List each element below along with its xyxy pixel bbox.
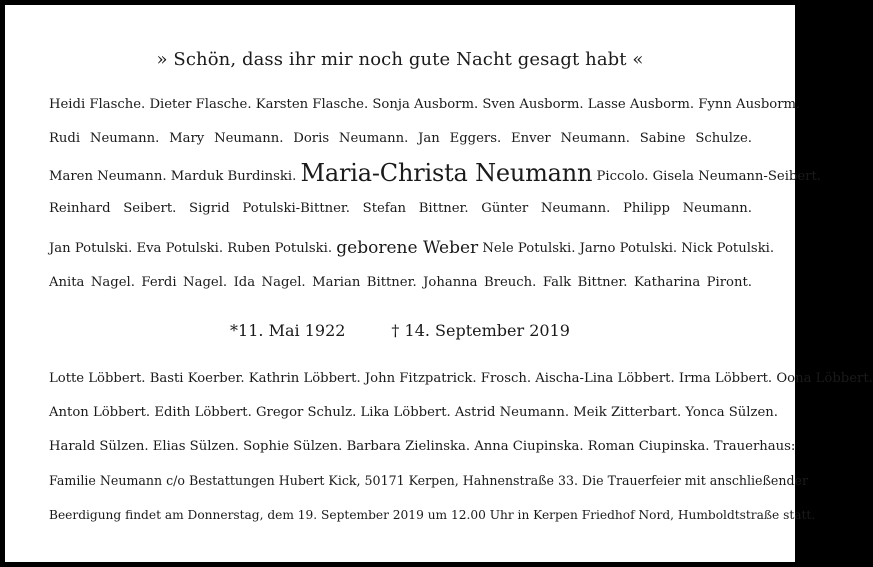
name: Astrid Neumann. [454, 405, 570, 420]
name: Anita Nagel. [49, 275, 135, 290]
motto-quote: » Schön, dass ihr mir noch gute Nacht gesagt habt « [156, 49, 644, 70]
name: Trauerhaus: [713, 439, 796, 454]
deceased-name: Maria-Christa Neumann [300, 159, 593, 187]
name: Günter Neumann. [481, 201, 611, 216]
name: Barbara Zielinska. [346, 439, 471, 454]
name: Gregor Schulz. [255, 405, 357, 420]
names-left: Maren Neumann. Marduk Burdinski. [49, 169, 297, 184]
name: Meik Zitterbart. [573, 405, 682, 420]
name: Stefan Bittner. [362, 201, 469, 216]
names-row-3 [49, 159, 821, 187]
name: Rudi Neumann. [49, 131, 160, 146]
name: Kathrin Löbbert. [248, 371, 361, 386]
name: Jan Eggers. [418, 131, 502, 146]
names-bottom-row-3 [49, 437, 796, 457]
name: Roman Ciupinska. [587, 439, 710, 454]
names-bottom-row-1 [49, 369, 873, 389]
name: Reinhard Seibert. [49, 201, 177, 216]
name: Johanna Breuch. [423, 275, 537, 290]
name: Ferdi Nagel. [141, 275, 228, 290]
name: John Fitzpatrick. [364, 371, 477, 386]
names-right: Nele Potulski. Jarno Potulski. Nick Potulski. [482, 241, 775, 256]
name: Anton Löbbert. [49, 405, 151, 420]
name: Mary Neumann. [169, 131, 284, 146]
name: Fynn Ausborm. [698, 97, 801, 112]
name: Elias Sülzen. [152, 439, 239, 454]
name: Philipp Neumann. [623, 201, 752, 216]
life-dates [5, 321, 795, 340]
names-row-6 [49, 273, 752, 293]
names-row-2 [49, 129, 752, 149]
notice-line-1: Familie Neumann c/o Bestattungen Hubert Kick, 50171 Kerpen, Hahnenstraße 33. Die Trauerfeier mit anschließender [49, 473, 809, 488]
obituary-card [5, 5, 873, 562]
names-right: Piccolo. Gisela Neumann-Seibert. [596, 169, 821, 184]
name: Edith Löbbert. [154, 405, 252, 420]
name: Katharina Piront. [633, 275, 752, 290]
name: Sophie Sülzen. [243, 439, 343, 454]
names-bottom-row-2 [49, 403, 778, 423]
name: Lotte Löbbert. [49, 371, 146, 386]
names-row-1 [49, 95, 801, 115]
name: Lasse Ausborm. [587, 97, 695, 112]
name: Aischa-Lina Löbbert. [535, 371, 675, 386]
notice-line-2: Beerdigung findet am Donnerstag, dem 19. September 2019 um 12.00 Uhr in Kerpen Friedhof Nord, Humboldtstraße statt. [49, 508, 816, 522]
name: Marian Bittner. [312, 275, 417, 290]
name: Basti Koerber. [149, 371, 245, 386]
name: Frosch. [480, 371, 532, 386]
name: Dieter Flasche. [149, 97, 252, 112]
name: Irma Löbbert. [678, 371, 773, 386]
name: Harald Sülzen. [49, 439, 149, 454]
name: Ida Nagel. [233, 275, 306, 290]
name: Karsten Flasche. [255, 97, 369, 112]
name: Falk Bittner. [542, 275, 628, 290]
name: Sonja Ausborm. [372, 97, 479, 112]
name: Sigrid Potulski-Bittner. [189, 201, 350, 216]
death-date: † 14. September 2019 [391, 321, 570, 340]
birth-date: *11. Mai 1922 [230, 321, 346, 340]
name: Oona Löbbert. [776, 371, 873, 386]
names-row-4 [49, 199, 752, 219]
name: Enver Neumann. [511, 131, 630, 146]
name: Anna Ciupinska. [474, 439, 584, 454]
name: Yonca Sülzen. [685, 405, 778, 420]
names-row-5 [49, 237, 775, 259]
name: Lika Löbbert. [360, 405, 451, 420]
name: Doris Neumann. [293, 131, 409, 146]
name: Sabine Schulze. [639, 131, 752, 146]
names-left: Jan Potulski. Eva Potulski. Ruben Potulski. [49, 241, 333, 256]
name: Heidi Flasche. [49, 97, 146, 112]
name: Sven Ausborm. [482, 97, 584, 112]
maiden-name: geborene Weber [336, 238, 479, 258]
